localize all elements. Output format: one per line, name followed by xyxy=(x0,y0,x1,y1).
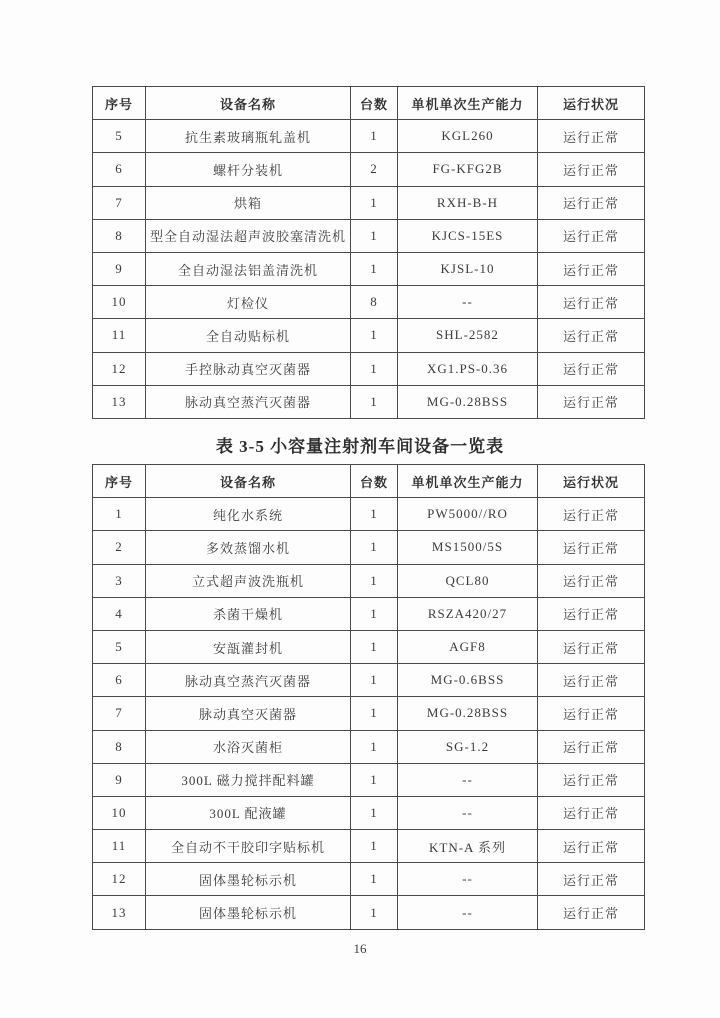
column-header: 设备名称 xyxy=(146,87,351,120)
page-number: 16 xyxy=(353,941,367,956)
table-cell: 运行正常 xyxy=(538,385,645,418)
table-cell: 8 xyxy=(93,730,146,763)
table-cell: 灯检仪 xyxy=(146,286,351,319)
table-row xyxy=(93,286,645,319)
table-cell: -- xyxy=(398,896,538,929)
table-cell: 1 xyxy=(351,630,398,663)
table-cell: 1 xyxy=(351,597,398,630)
table-cell: 1 xyxy=(93,498,146,531)
table-cell: 多效蒸馏水机 xyxy=(146,531,351,564)
table-row xyxy=(93,664,645,697)
table-cell: KTN-A 系列 xyxy=(398,830,538,863)
table-cell: 运行正常 xyxy=(538,830,645,863)
table-cell: 6 xyxy=(93,153,146,186)
column-header: 台数 xyxy=(351,465,398,498)
table-row xyxy=(93,252,645,285)
table-cell: 1 xyxy=(351,531,398,564)
table-cell: 脉动真空蒸汽灭菌器 xyxy=(146,385,351,418)
table-cell: 运行正常 xyxy=(538,531,645,564)
equipment-table-upper xyxy=(92,86,645,419)
table-row xyxy=(93,796,645,829)
table-cell: 运行正常 xyxy=(538,863,645,896)
table-cell: -- xyxy=(398,863,538,896)
table-cell: MG-0.6BSS xyxy=(398,664,538,697)
table-cell: 螺杆分装机 xyxy=(146,153,351,186)
table-cell: 300L 磁力搅拌配料罐 xyxy=(146,763,351,796)
table-cell: 全自动湿法铝盖清洗机 xyxy=(146,252,351,285)
column-header: 单机单次生产能力 xyxy=(398,465,538,498)
table-cell: AGF8 xyxy=(398,630,538,663)
column-header: 运行状况 xyxy=(538,87,645,120)
table-cell: 运行正常 xyxy=(538,120,645,153)
table-cell: 300L 配液罐 xyxy=(146,796,351,829)
table-cell: 1 xyxy=(351,252,398,285)
table-cell: 运行正常 xyxy=(538,186,645,219)
table-3-5-title: 表 3-5 小容量注射剂车间设备一览表 xyxy=(215,437,505,456)
table-cell: RXH-B-H xyxy=(398,186,538,219)
table-cell: 1 xyxy=(351,863,398,896)
table-cell: 1 xyxy=(351,498,398,531)
table-row xyxy=(93,730,645,763)
column-header: 设备名称 xyxy=(146,465,351,498)
table-row xyxy=(93,763,645,796)
table-cell: 1 xyxy=(351,664,398,697)
table-cell: 抗生素玻璃瓶轧盖机 xyxy=(146,120,351,153)
table-row xyxy=(93,319,645,352)
table-row xyxy=(93,352,645,385)
table-cell: 8 xyxy=(93,219,146,252)
table-cell: 8 xyxy=(351,286,398,319)
table-cell: -- xyxy=(398,796,538,829)
table-cell: 12 xyxy=(93,352,146,385)
table-row xyxy=(93,830,645,863)
table-cell: 1 xyxy=(351,319,398,352)
table-cell: 运行正常 xyxy=(538,498,645,531)
table-cell: 手控脉动真空灭菌器 xyxy=(146,352,351,385)
table-cell: 1 xyxy=(351,385,398,418)
table-row xyxy=(93,120,645,153)
table-row xyxy=(93,186,645,219)
table-cell: 运行正常 xyxy=(538,896,645,929)
table-cell: KJCS-15ES xyxy=(398,219,538,252)
table-cell: 10 xyxy=(93,286,146,319)
table-cell: 1 xyxy=(351,730,398,763)
column-header: 序号 xyxy=(93,87,146,120)
table-cell: 运行正常 xyxy=(538,564,645,597)
table-cell: KJSL-10 xyxy=(398,252,538,285)
table-cell: 运行正常 xyxy=(538,730,645,763)
table-cell: 2 xyxy=(93,531,146,564)
table-cell: 运行正常 xyxy=(538,664,645,697)
table-cell: FG-KFG2B xyxy=(398,153,538,186)
column-header: 台数 xyxy=(351,87,398,120)
table-cell: 1 xyxy=(351,564,398,597)
header-row xyxy=(93,465,645,498)
table-cell: 12 xyxy=(93,863,146,896)
table-cell: -- xyxy=(398,763,538,796)
column-header: 运行状况 xyxy=(538,465,645,498)
table-cell: 安瓿灌封机 xyxy=(146,630,351,663)
table-cell: 杀菌干燥机 xyxy=(146,597,351,630)
table-row xyxy=(93,498,645,531)
table-cell: 2 xyxy=(351,153,398,186)
table-cell: PW5000//RO xyxy=(398,498,538,531)
table-cell: KGL260 xyxy=(398,120,538,153)
table-cell: SHL-2582 xyxy=(398,319,538,352)
table-row xyxy=(93,597,645,630)
table-row xyxy=(93,896,645,929)
table-cell: 纯化水系统 xyxy=(146,498,351,531)
table-cell: 1 xyxy=(351,796,398,829)
table-cell: 13 xyxy=(93,385,146,418)
equipment-table-3-5 xyxy=(92,464,645,930)
table-cell: 5 xyxy=(93,630,146,663)
table-cell: 3 xyxy=(93,564,146,597)
table-cell: 全自动贴标机 xyxy=(146,319,351,352)
table-cell: 运行正常 xyxy=(538,286,645,319)
table-row xyxy=(93,531,645,564)
table-cell: 1 xyxy=(351,352,398,385)
table-cell: 1 xyxy=(351,120,398,153)
table-cell: 1 xyxy=(351,896,398,929)
table-cell: 9 xyxy=(93,763,146,796)
table-row xyxy=(93,219,645,252)
table-cell: 水浴灭菌柜 xyxy=(146,730,351,763)
table-cell: 1 xyxy=(351,763,398,796)
table-cell: 脉动真空蒸汽灭菌器 xyxy=(146,664,351,697)
table-cell: 1 xyxy=(351,697,398,730)
table-cell: 运行正常 xyxy=(538,153,645,186)
table-cell: RSZA420/27 xyxy=(398,597,538,630)
table-cell: 1 xyxy=(351,830,398,863)
table-cell: 固体墨轮标示机 xyxy=(146,896,351,929)
table-cell: 运行正常 xyxy=(538,697,645,730)
table-cell: 9 xyxy=(93,252,146,285)
table-cell: 11 xyxy=(93,319,146,352)
table-cell: 4 xyxy=(93,597,146,630)
table-cell: 11 xyxy=(93,830,146,863)
table-cell: 7 xyxy=(93,186,146,219)
table-cell: QCL80 xyxy=(398,564,538,597)
table-cell: MG-0.28BSS xyxy=(398,697,538,730)
table-cell: 运行正常 xyxy=(538,219,645,252)
table-cell: 1 xyxy=(351,219,398,252)
table-cell: 7 xyxy=(93,697,146,730)
table-row xyxy=(93,385,645,418)
table-cell: 运行正常 xyxy=(538,796,645,829)
table-cell: 运行正常 xyxy=(538,597,645,630)
table-row xyxy=(93,630,645,663)
table-row xyxy=(93,564,645,597)
table-cell: MG-0.28BSS xyxy=(398,385,538,418)
table-cell: 型全自动湿法超声波胶塞清洗机 xyxy=(146,219,351,252)
table-cell: XG1.PS-0.36 xyxy=(398,352,538,385)
table-cell: 6 xyxy=(93,664,146,697)
table-cell: SG-1.2 xyxy=(398,730,538,763)
table-cell: 运行正常 xyxy=(538,352,645,385)
table-cell: MS1500/5S xyxy=(398,531,538,564)
column-header: 序号 xyxy=(93,465,146,498)
table-cell: 脉动真空灭菌器 xyxy=(146,697,351,730)
table-cell: 运行正常 xyxy=(538,319,645,352)
table-cell: 13 xyxy=(93,896,146,929)
table-cell: 运行正常 xyxy=(538,252,645,285)
table-cell: 10 xyxy=(93,796,146,829)
table-row xyxy=(93,153,645,186)
column-header: 单机单次生产能力 xyxy=(398,87,538,120)
table-cell: 1 xyxy=(351,186,398,219)
table-cell: 立式超声波洗瓶机 xyxy=(146,564,351,597)
table-row xyxy=(93,863,645,896)
table-cell: 烘箱 xyxy=(146,186,351,219)
table-row xyxy=(93,697,645,730)
table-cell: 固体墨轮标示机 xyxy=(146,863,351,896)
table-cell: -- xyxy=(398,286,538,319)
table-cell: 运行正常 xyxy=(538,763,645,796)
table-cell: 全自动不干胶印字贴标机 xyxy=(146,830,351,863)
header-row xyxy=(93,87,645,120)
table-cell: 运行正常 xyxy=(538,630,645,663)
table-cell: 5 xyxy=(93,120,146,153)
